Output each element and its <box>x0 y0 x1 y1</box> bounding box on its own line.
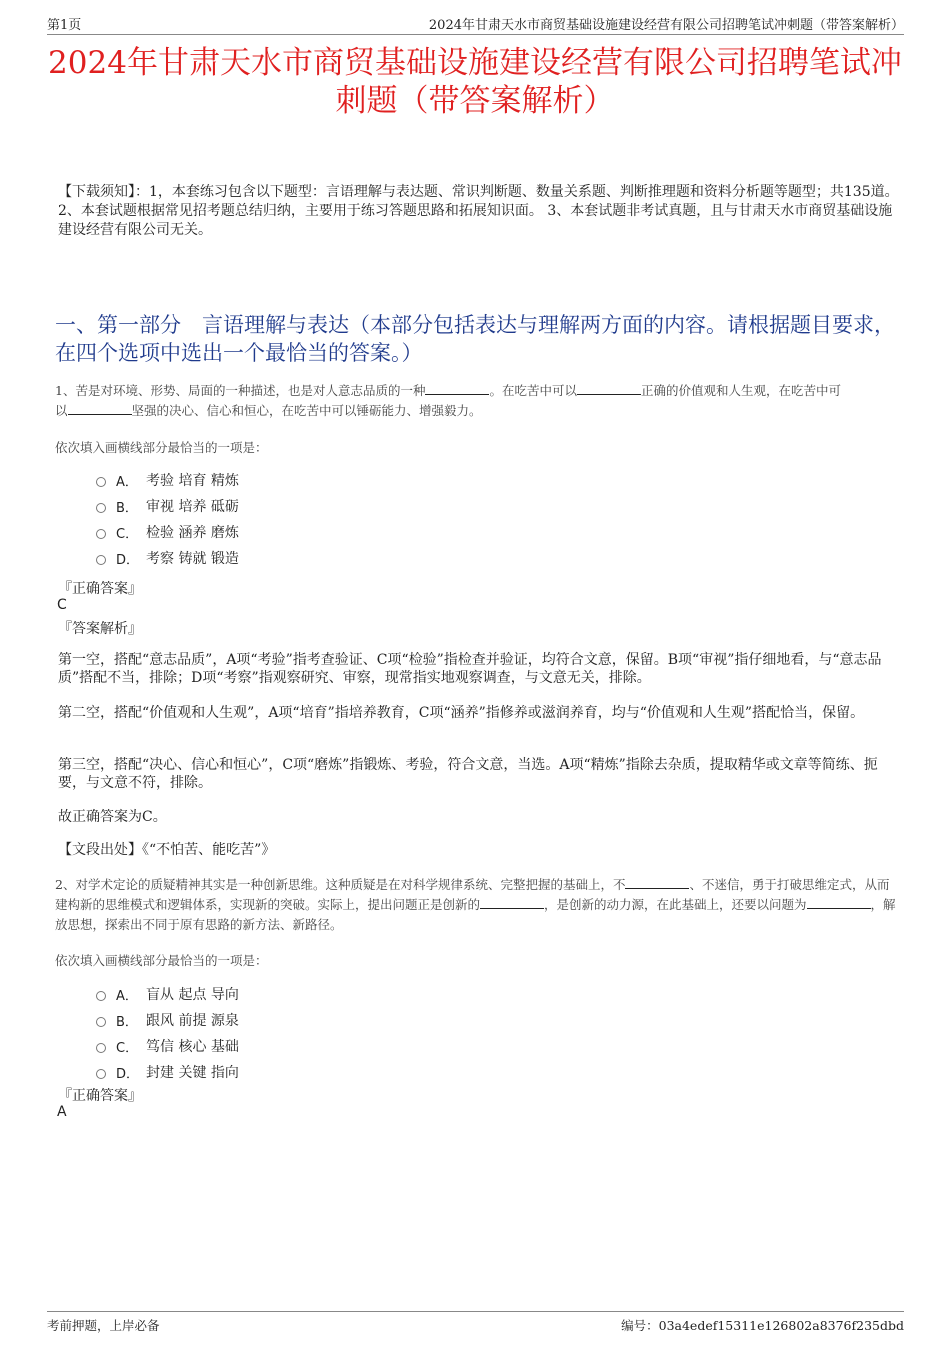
page-header <box>47 14 904 35</box>
radio-icon[interactable] <box>96 529 106 539</box>
analysis-paragraph: 第二空，搭配“价值观和人生观”，A项“培育”指培养教育，C项“涵养”指修养或滋润养育，均与“价值观和人生观”搭配恰当，保留。 <box>58 705 865 721</box>
title-line-1: 2024年甘肃天水市商贸基础设施建设经营有限公司招聘笔试冲 <box>48 45 902 81</box>
analysis-paragraph: 第三空，搭配“决心、信心和恒心”，C项“磨炼”指锻炼、考验，符合文意，当选。A项“精炼”指除去杂质，提取精华或文章等简练、扼要，与文意不符，排除。 <box>58 757 878 791</box>
blank <box>625 876 689 889</box>
radio-icon[interactable] <box>96 477 106 487</box>
radio-icon[interactable] <box>96 555 106 565</box>
blank <box>480 896 544 909</box>
option-d[interactable]: D． 考察 铸就 锻造 <box>96 545 239 571</box>
download-notice: 【下载须知】：1，本套练习包含以下题型：言语理解与表达题、常识判断题、数量关系题、判断推理题和资料分析题等题型；共135道。 2、本套试题根据常见招考题总结归纳，主要用于练习答题思路和拓展知识面。 3、本套试题非考试真题，且与甘肃天水市商贸基础设施建设经营有限公司无关。 <box>58 184 899 238</box>
option-c[interactable]: C． 检验 涵养 磨炼 <box>96 519 239 545</box>
option-b[interactable]: B． 审视 培养 砥砺 <box>96 493 239 519</box>
analysis-conclusion: 故正确答案为C。 <box>58 809 167 825</box>
answer-value: A <box>57 1104 67 1120</box>
question-2-options <box>96 981 239 1085</box>
answer-label: 『正确答案』 <box>58 1088 142 1104</box>
document-title <box>40 44 910 120</box>
analysis-label: 『答案解析』 <box>58 621 142 637</box>
footer-doc-id: 编号：03a4edef15311e126802a8376f235dbd <box>621 1318 904 1333</box>
footer-slogan: 考前押题，上岸必备 <box>47 1318 160 1333</box>
analysis-paragraph: 第一空，搭配“意志品质”，A项“考验”指考查验证、C项“检验”指检查并验证，均符合文意，保留。B项“审视”指仔细地看，与“意志品质”搭配不当，排除；D项“考察”指观察研究、审察，现常指实地观察调查，与文意无关，排除。 <box>58 652 882 686</box>
question-1-text: 1、苦是对环境、形势、局面的一种描述，也是对人意志品质的一种 。在吃苦中可以 正确的价值观和人生观，在吃苦中可 以 坚强的决心、信心和恒心，在吃苦中可以锤砺能力、增强毅力。 <box>55 383 841 418</box>
blank <box>68 402 132 415</box>
radio-icon[interactable] <box>96 1043 106 1053</box>
blank <box>807 896 871 909</box>
text-source: 【文段出处】《“不怕苦、能吃苦”》 <box>58 842 276 858</box>
option-a[interactable]: A． 考验 培育 精炼 <box>96 467 239 493</box>
answer-value: C <box>57 597 67 613</box>
question-1-options <box>96 467 239 571</box>
radio-icon[interactable] <box>96 991 106 1001</box>
header-doc-title: 2024年甘肃天水市商贸基础设施建设经营有限公司招聘笔试冲刺题（带答案解析） <box>428 18 904 33</box>
question-1-prompt: 依次填入画横线部分最恰当的一项是： <box>55 440 268 455</box>
radio-icon[interactable] <box>96 1017 106 1027</box>
question-2-text: 2、对学术定论的质疑精神其实是一种创新思维。这种质疑是在对科学规律系统、完整把握的基础上，不 、不迷信，勇于打破思维定式，从而建构新的思维模式和逻辑体系，实现新的突破。实际上，提出问题正是创新的 ，是创新的动力源，在此基础上，还要以问题为 ，解放思想，探索出不同于原有思路的新方法、新路径。 <box>55 877 896 932</box>
option-c[interactable]: C． 笃信 核心 基础 <box>96 1033 239 1059</box>
page-footer <box>47 1311 904 1334</box>
section-heading: 一、第一部分 言语理解与表达（本部分包括表达与理解两方面的内容。请根据题目要求，在四个选项中选出一个最恰当的答案。） <box>55 313 895 365</box>
radio-icon[interactable] <box>96 1069 106 1079</box>
title-line-2: 刺题（带答案解析） <box>335 83 615 119</box>
option-d[interactable]: D． 封建 关键 指向 <box>96 1059 239 1085</box>
blank <box>577 382 641 395</box>
blank <box>425 382 489 395</box>
answer-label: 『正确答案』 <box>58 581 142 597</box>
option-b[interactable]: B． 跟风 前提 源泉 <box>96 1007 239 1033</box>
option-a[interactable]: A． 盲从 起点 导向 <box>96 981 239 1007</box>
question-2-prompt: 依次填入画横线部分最恰当的一项是： <box>55 953 268 968</box>
page-number: 第1页 <box>47 18 82 33</box>
radio-icon[interactable] <box>96 503 106 513</box>
